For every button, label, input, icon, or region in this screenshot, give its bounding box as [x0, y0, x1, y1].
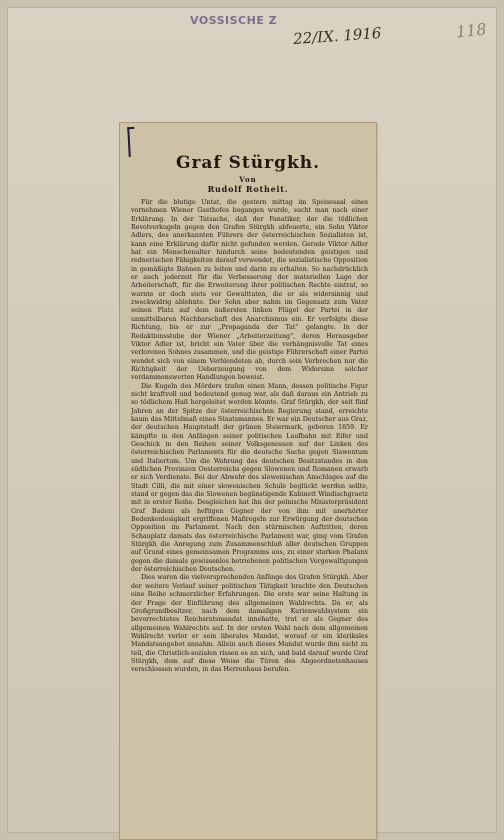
- byline-author: Rudolf Rotheit.: [207, 184, 289, 194]
- article-title: Graf Stürgkh.: [175, 153, 321, 173]
- newspaper-clipping: [120, 123, 376, 839]
- byline-von: Von: [239, 175, 257, 184]
- article-paragraph: Für die blutige Untat, die gestern mittag im Speisesaal eines vornehmen Wiener Gasthofes begangen wurde, sucht man nach einer Erklärung. In der Tatsache, daß der Fanatiker, der die tödlichen Revolverkugeln gegen den Grafen Stürgkh abfeuerte, ein Sohn Viktor Adlers, des anerkannten Führers der österreichischen Sozialisten ist, kann eine Erklärung dafür nicht gefunden werden. Gerade Viktor Adler hat ein Menschenalter hindurch seine bedeutenden geistigen und rednerischen Fähigkeiten darauf verwendet, die sozialistische Opposition in gemäßigte Bahnen zu leiten und darin zu erhalten. So nachdrücklich er auch jederzeit für die Verbesserung der materiellen Lage der Arbeiterschaft, für die Erweiterung ihrer politischen Rechte eintrat, so warnte er doch stets vor Gewalttaten, die er als widersinnig und zweckwidrig ablehnte. Der Sohn aber nahm im Gegensatz zum Vater seinen Platz auf dem äußersten linken Flügel der Partei in der unmittelbaren Nachbarschaft des Anarchismus ein. Er verfolgte diese Richtung, bis er zur „Propaganda der Tat“ gelangte. In der Redaktionsstube der Wiener „Arbeiterzeitung“, deren Herausgeber Viktor Adler ist, bricht ein Vater über die verhängnisvolle Tat eines verlorenen Sohnes zusammen, und die geistige Führerschaft einer Partei wendet sich von einem Verblendeten ab, durch sein Verbrechen nur die Richtigkeit der Ueberzeugung von dem Widersinn solcher verdammenswerten Handlungen beweist.: [131, 199, 368, 382]
- folio-number: 118: [455, 19, 488, 42]
- archive-stamp: VOSSISCHE Z: [190, 14, 278, 27]
- handwritten-date: 22/IX. 1916: [292, 23, 382, 49]
- article-paragraph: Die Kugeln des Mörders trafen einen Mann, dessen politische Figur nicht kraftvoll und bedeutend genug war, als daß daraus ein Antrieb zu so tödlichem Haß hergeleitet werden könnte. Graf Stürgkh, der seit fünf Jahren an der Spitze der österreichischen Regierung stand, erreichte kaum das Mittelmaß eines Staatsmannes. Er war ein Deutscher aus Graz, der deutschen Hauptstadt der grünen Steiermark, geboren 1859. Er kämpfte in den Anfängen seiner politischen Laufbahn mit Eifer und Geschick in den Reihen seiner Volksgenossen auf der Linken des österreichischen Parlaments für die deutsche Sache gegen Slawentum und Italiertum. Um die Wahrung des deutschen Besitzstandes in den südlichen Provinzen Oesterreichs gegen Slowenen und Romanen erwarb er sich Verdienste. Bei der Abwehr des slowenischen Anschlages auf die Stadt Cilli, die mit einer slowenischen Schule beglückt werden sollte, stand er gegen das die Slowenen begünstigende Kabinett Windischgraetz mit in erster Reihe. Desgleichen hat ihn der polnische Ministerpräsident Graf Badeni als heftigen Gegner der von ihm mit unerhörter Bedenkenlosigkeit ergriffenen Maßregeln zur Erwürgung der deutschen Opposition im Parlament. Nach den stürmischen Auftritten, deren Schauplatz damals das österreichische Parlament war, ging vom Grafen Stürgkh die Anregung zum Zusammenschluß aller deutschen Gruppen auf Grund eines gemeinsamen Programms aus, zu einer starken Phalanx gegen die damals gewissenlos betriebenen politischen Vergewaltigungen der österreichischen Deutschen.: [131, 382, 368, 574]
- article-body: [131, 199, 368, 837]
- article-paragraph: Dies waren die vielversprechenden Anfänge des Grafen Stürgkh. Aber der weitere Verlauf seiner politischen Tätigkeit brachte den Deutschen eine Reihe schmerzlicher Erfahrungen. Die erste war seine Haltung in der Frage der Einführung des allgemeinen Wahlrechts. Da er, als Großgrundbesitzer, nach dem damaligen Kurienwahlsystem ein bevorrechtetes Reichsratsmandat innehatte, trat er als Gegner des allgemeinen Wahlrechts auf. In der ersten Wahl nach dem allgemeinen Wahlrecht verlor er sein liberales Mandat, worauf er ein klerikales Mandatsangebot annahm. Allein auch dieses Mandat wurde ihm nicht zu teil, die Christlich-sozialen rissen es an sich, und bald darauf wurde Graf Stürgkh, dem auf diese Weise die Türen des Abgeordnetenhauses verschlossen wurden, in das Herrenhaus berufen.: [131, 574, 368, 674]
